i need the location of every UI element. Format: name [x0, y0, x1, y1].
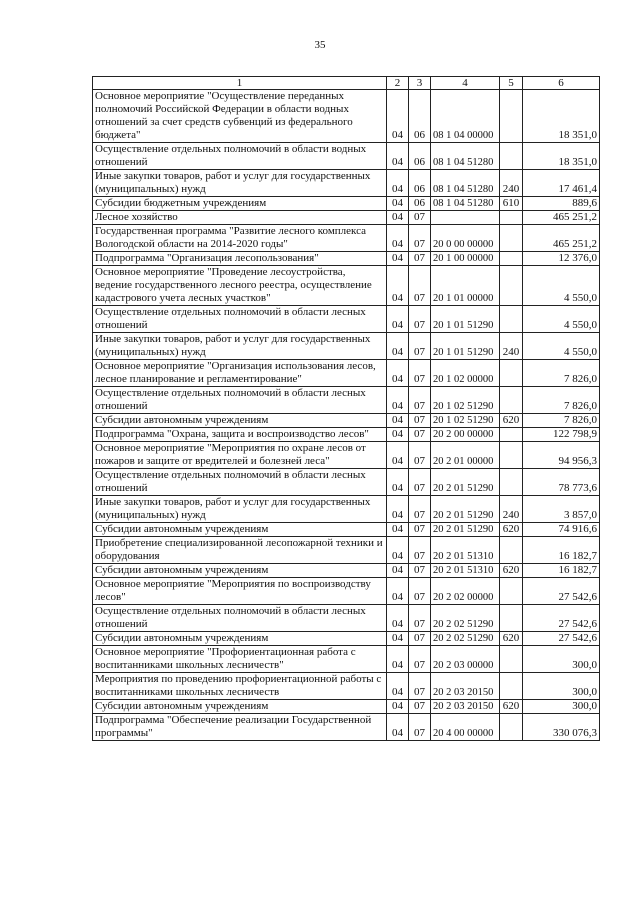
target-article-cell: 20 2 02 00000 — [431, 578, 500, 605]
expense-type-cell: 240 — [500, 333, 523, 360]
row-name-cell: Лесное хозяйство — [93, 211, 387, 225]
expense-type-cell — [500, 714, 523, 741]
row-name-cell: Осуществление отдельных полномочий в области лесных отношений — [93, 306, 387, 333]
column-header: 6 — [523, 77, 600, 90]
section-cell: 04 — [387, 605, 409, 632]
table-row — [93, 170, 600, 197]
target-article-cell: 08 1 04 00000 — [431, 90, 500, 143]
target-article-cell: 20 4 00 00000 — [431, 714, 500, 741]
amount-cell: 122 798,9 — [523, 428, 600, 442]
page-number: 35 — [314, 39, 326, 51]
row-name-cell: Основное мероприятие "Мероприятия по воспроизводству лесов" — [93, 578, 387, 605]
target-article-cell: 20 2 02 51290 — [431, 632, 500, 646]
amount-cell: 74 916,6 — [523, 523, 600, 537]
subsection-cell: 07 — [409, 714, 431, 741]
subsection-cell: 07 — [409, 537, 431, 564]
subsection-cell: 07 — [409, 306, 431, 333]
amount-cell: 4 550,0 — [523, 306, 600, 333]
section-cell: 04 — [387, 266, 409, 306]
section-cell: 04 — [387, 700, 409, 714]
section-cell: 04 — [387, 523, 409, 537]
table-row — [93, 564, 600, 578]
target-article-cell: 20 2 01 51290 — [431, 496, 500, 523]
row-name-cell: Субсидии автономным учреждениям — [93, 700, 387, 714]
target-article-cell: 08 1 04 51280 — [431, 197, 500, 211]
subsection-cell: 07 — [409, 211, 431, 225]
row-name-cell: Подпрограмма "Охрана, защита и воспроизводство лесов" — [93, 428, 387, 442]
row-name-cell: Мероприятия по проведению профориентационной работы с воспитанниками школьных лесничеств — [93, 673, 387, 700]
section-cell: 04 — [387, 714, 409, 741]
amount-cell: 7 826,0 — [523, 360, 600, 387]
table-row — [93, 442, 600, 469]
amount-cell: 465 251,2 — [523, 211, 600, 225]
expense-type-cell — [500, 428, 523, 442]
expense-type-cell — [500, 469, 523, 496]
target-article-cell: 20 0 00 00000 — [431, 225, 500, 252]
column-header: 3 — [409, 77, 431, 90]
table-row — [93, 333, 600, 360]
row-name-cell: Осуществление отдельных полномочий в области водных отношений — [93, 143, 387, 170]
target-article-cell: 20 1 02 51290 — [431, 414, 500, 428]
section-cell: 04 — [387, 211, 409, 225]
table-row — [93, 646, 600, 673]
amount-cell: 27 542,6 — [523, 578, 600, 605]
table-row — [93, 714, 600, 741]
amount-cell: 18 351,0 — [523, 143, 600, 170]
subsection-cell: 07 — [409, 387, 431, 414]
amount-cell: 4 550,0 — [523, 333, 600, 360]
table-row — [93, 578, 600, 605]
subsection-cell: 07 — [409, 266, 431, 306]
target-article-cell: 20 1 02 00000 — [431, 360, 500, 387]
row-name-cell: Субсидии бюджетным учреждениям — [93, 197, 387, 211]
expense-type-cell — [500, 252, 523, 266]
table-row — [93, 387, 600, 414]
subsection-cell: 07 — [409, 564, 431, 578]
table-row — [93, 428, 600, 442]
amount-cell: 12 376,0 — [523, 252, 600, 266]
expense-type-cell — [500, 90, 523, 143]
subsection-cell: 07 — [409, 496, 431, 523]
section-cell: 04 — [387, 414, 409, 428]
subsection-cell: 07 — [409, 605, 431, 632]
row-name-cell: Подпрограмма "Обеспечение реализации Государственной программы" — [93, 714, 387, 741]
table-row — [93, 225, 600, 252]
amount-cell: 18 351,0 — [523, 90, 600, 143]
expense-type-cell — [500, 537, 523, 564]
amount-cell: 7 826,0 — [523, 414, 600, 428]
subsection-cell: 07 — [409, 632, 431, 646]
subsection-cell: 07 — [409, 225, 431, 252]
target-article-cell: 20 1 01 51290 — [431, 306, 500, 333]
section-cell: 04 — [387, 632, 409, 646]
amount-cell: 300,0 — [523, 646, 600, 673]
amount-cell: 300,0 — [523, 673, 600, 700]
amount-cell: 27 542,6 — [523, 632, 600, 646]
target-article-cell: 20 2 03 20150 — [431, 700, 500, 714]
expense-type-cell — [500, 578, 523, 605]
target-article-cell: 20 2 01 00000 — [431, 442, 500, 469]
table-row — [93, 197, 600, 211]
row-name-cell: Субсидии автономным учреждениям — [93, 523, 387, 537]
target-article-cell: 08 1 04 51280 — [431, 143, 500, 170]
subsection-cell: 07 — [409, 428, 431, 442]
subsection-cell: 07 — [409, 646, 431, 673]
expense-type-cell: 620 — [500, 700, 523, 714]
amount-cell: 16 182,7 — [523, 537, 600, 564]
section-cell: 04 — [387, 469, 409, 496]
amount-cell: 330 076,3 — [523, 714, 600, 741]
table-row — [93, 360, 600, 387]
column-header: 1 — [93, 77, 387, 90]
row-name-cell: Осуществление отдельных полномочий в области лесных отношений — [93, 387, 387, 414]
row-name-cell: Подпрограмма "Организация лесопользования" — [93, 252, 387, 266]
section-cell: 04 — [387, 578, 409, 605]
row-name-cell: Основное мероприятие "Организация использования лесов, лесное планирование и регламентирование" — [93, 360, 387, 387]
section-cell: 04 — [387, 333, 409, 360]
row-name-cell: Основное мероприятие "Профориентационная работа с воспитанниками школьных лесничеств" — [93, 646, 387, 673]
section-cell: 04 — [387, 143, 409, 170]
subsection-cell: 07 — [409, 523, 431, 537]
section-cell: 04 — [387, 306, 409, 333]
amount-cell: 94 956,3 — [523, 442, 600, 469]
row-name-cell: Осуществление отдельных полномочий в области лесных отношений — [93, 605, 387, 632]
target-article-cell: 20 1 02 51290 — [431, 387, 500, 414]
table-row — [93, 605, 600, 632]
subsection-cell: 07 — [409, 700, 431, 714]
target-article-cell: 20 2 00 00000 — [431, 428, 500, 442]
subsection-cell: 07 — [409, 252, 431, 266]
expense-type-cell — [500, 306, 523, 333]
section-cell: 04 — [387, 442, 409, 469]
amount-cell: 27 542,6 — [523, 605, 600, 632]
row-name-cell: Субсидии автономным учреждениям — [93, 414, 387, 428]
target-article-cell: 20 2 01 51290 — [431, 469, 500, 496]
section-cell: 04 — [387, 360, 409, 387]
section-cell: 04 — [387, 537, 409, 564]
subsection-cell: 06 — [409, 90, 431, 143]
table-row — [93, 496, 600, 523]
target-article-cell: 20 2 01 51310 — [431, 537, 500, 564]
table-row — [93, 537, 600, 564]
expense-type-cell: 620 — [500, 414, 523, 428]
amount-cell: 4 550,0 — [523, 266, 600, 306]
row-name-cell: Приобретение специализированной лесопожарной техники и оборудования — [93, 537, 387, 564]
amount-cell: 7 826,0 — [523, 387, 600, 414]
section-cell: 04 — [387, 197, 409, 211]
target-article-cell: 20 2 03 00000 — [431, 646, 500, 673]
target-article-cell: 20 2 03 20150 — [431, 673, 500, 700]
table-row — [93, 143, 600, 170]
subsection-cell: 07 — [409, 414, 431, 428]
amount-cell: 16 182,7 — [523, 564, 600, 578]
expense-type-cell — [500, 442, 523, 469]
expense-type-cell: 240 — [500, 170, 523, 197]
subsection-cell: 07 — [409, 333, 431, 360]
expense-type-cell: 620 — [500, 632, 523, 646]
amount-cell: 465 251,2 — [523, 225, 600, 252]
expense-type-cell: 620 — [500, 564, 523, 578]
table-row — [93, 673, 600, 700]
section-cell: 04 — [387, 673, 409, 700]
table-row — [93, 414, 600, 428]
subsection-cell: 07 — [409, 673, 431, 700]
subsection-cell: 07 — [409, 360, 431, 387]
column-header: 4 — [431, 77, 500, 90]
amount-cell: 17 461,4 — [523, 170, 600, 197]
table-row — [93, 306, 600, 333]
target-article-cell — [431, 211, 500, 225]
expense-type-cell — [500, 143, 523, 170]
subsection-cell: 06 — [409, 170, 431, 197]
table-row — [93, 632, 600, 646]
target-article-cell: 20 1 01 51290 — [431, 333, 500, 360]
section-cell: 04 — [387, 428, 409, 442]
expense-type-cell: 610 — [500, 197, 523, 211]
row-name-cell: Иные закупки товаров, работ и услуг для государственных (муниципальных) нужд — [93, 496, 387, 523]
expense-type-cell — [500, 211, 523, 225]
table-row — [93, 90, 600, 143]
section-cell: 04 — [387, 496, 409, 523]
target-article-cell: 08 1 04 51280 — [431, 170, 500, 197]
amount-cell: 300,0 — [523, 700, 600, 714]
target-article-cell: 20 1 01 00000 — [431, 266, 500, 306]
section-cell: 04 — [387, 564, 409, 578]
column-header: 5 — [500, 77, 523, 90]
expense-type-cell — [500, 387, 523, 414]
amount-cell: 3 857,0 — [523, 496, 600, 523]
table-row — [93, 266, 600, 306]
section-cell: 04 — [387, 252, 409, 266]
expense-type-cell — [500, 605, 523, 632]
section-cell: 04 — [387, 225, 409, 252]
subsection-cell: 07 — [409, 469, 431, 496]
amount-cell: 889,6 — [523, 197, 600, 211]
expense-type-cell — [500, 225, 523, 252]
budget-table — [92, 76, 600, 741]
expense-type-cell — [500, 673, 523, 700]
table-row — [93, 700, 600, 714]
amount-cell: 78 773,6 — [523, 469, 600, 496]
expense-type-cell: 240 — [500, 496, 523, 523]
expense-type-cell — [500, 266, 523, 306]
row-name-cell: Основное мероприятие "Проведение лесоустройства, ведение государственного лесного реестра, осуществление кадастрового учета лесных участков" — [93, 266, 387, 306]
section-cell: 04 — [387, 170, 409, 197]
row-name-cell: Основное мероприятие "Мероприятия по охране лесов от пожаров и защите от вредителей и болезней леса" — [93, 442, 387, 469]
expense-type-cell: 620 — [500, 523, 523, 537]
subsection-cell: 06 — [409, 143, 431, 170]
target-article-cell: 20 2 01 51290 — [431, 523, 500, 537]
expense-type-cell — [500, 646, 523, 673]
row-name-cell: Осуществление отдельных полномочий в области лесных отношений — [93, 469, 387, 496]
target-article-cell: 20 2 01 51310 — [431, 564, 500, 578]
section-cell: 04 — [387, 387, 409, 414]
section-cell: 04 — [387, 646, 409, 673]
table-row — [93, 211, 600, 225]
subsection-cell: 07 — [409, 442, 431, 469]
row-name-cell: Иные закупки товаров, работ и услуг для государственных (муниципальных) нужд — [93, 170, 387, 197]
column-header: 2 — [387, 77, 409, 90]
section-cell: 04 — [387, 90, 409, 143]
row-name-cell: Субсидии автономным учреждениям — [93, 632, 387, 646]
table-row — [93, 252, 600, 266]
row-name-cell: Иные закупки товаров, работ и услуг для государственных (муниципальных) нужд — [93, 333, 387, 360]
subsection-cell: 07 — [409, 578, 431, 605]
row-name-cell: Основное мероприятие "Осуществление переданных полномочий Российской Федерации в области водных отношений за счет средств субвенций из федерального бюджета" — [93, 90, 387, 143]
table-header-row — [93, 77, 600, 90]
target-article-cell: 20 2 02 51290 — [431, 605, 500, 632]
row-name-cell: Субсидии автономным учреждениям — [93, 564, 387, 578]
row-name-cell: Государственная программа "Развитие лесного комплекса Вологодской области на 2014-2020 годы" — [93, 225, 387, 252]
expense-type-cell — [500, 360, 523, 387]
target-article-cell: 20 1 00 00000 — [431, 252, 500, 266]
subsection-cell: 06 — [409, 197, 431, 211]
table-row — [93, 469, 600, 496]
table-row — [93, 523, 600, 537]
